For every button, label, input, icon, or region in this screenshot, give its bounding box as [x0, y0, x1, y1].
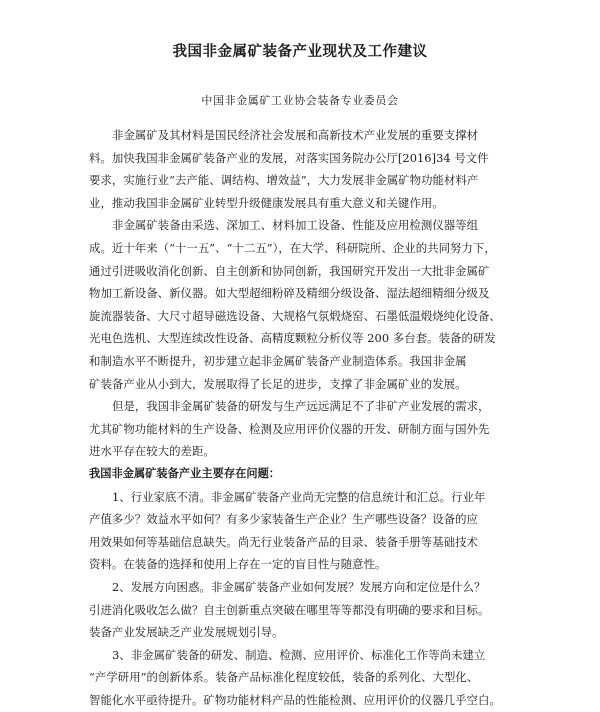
text-line: 智能化水平亟待提升。矿物功能材料产品的性能检测、应用评价的仪器几乎空白。 [89, 693, 501, 707]
text-line: 2、发展方向困惑。非金属矿装备产业如何发展？发展方向和定位是什么？ [112, 580, 486, 594]
section-heading: 我国非金属矿装备产业主要存在问题： [89, 467, 281, 480]
text-line: 和制造水平不断提升，初步建立起非金属矿装备产业制造体系。我国非金属 [89, 354, 467, 368]
text-line: 旋流器装备、大尺寸超导磁选设备、大规格气氛煅烧窑、石墨低温煅烧纯化设备、 [89, 308, 501, 323]
text-line: 进水平存在较大的差距。 [89, 444, 215, 459]
text-line: 要求，实施行业“去产能、调结构、增效益”，大力发展非金属矿物功能材料产 [89, 173, 479, 188]
text-line: 料。加快我国非金属矿装备产业的发展，对落实国务院办公厅[2016]34 号文件 [89, 150, 489, 165]
text-line: 装备产业发展缺乏产业发展规划引导。 [89, 625, 284, 640]
author-organization: 中国非金属矿工业协会装备专业委员会 [201, 94, 399, 107]
text-line: 物加工新设备、新仪器。如大型超细粉碎及精细分级设备、湿法超细精细分级及 [89, 286, 490, 301]
text-line: 矿装备产业从小到大，发展取得了长足的进步，支撑了非金属矿业的发展。 [89, 376, 467, 391]
text-line: 尤其矿物功能材料的生产设备、检测及应用评价仪器的开发、研制方面与国外先 [89, 421, 490, 436]
text-line: 资料。在装备的选择和使用上存在一定的盲目性与随意性。 [89, 557, 387, 572]
text-line: 业，推动我国非金属矿业转型升级健康发展具有重大意义和关键作用。 [89, 195, 444, 210]
text-line: 用效果如何等基础信息缺失。尚无行业装备产品的目录、装备手册等基础技术 [89, 534, 478, 549]
text-line: 光电色选机、大型连续改性设备、高精度颗粒分析仪等 200 多台套。装备的研发 [89, 331, 496, 346]
text-line: 产值多少？效益水平如何？有多少家装备生产企业？生产哪些设备？设备的应 [89, 512, 478, 527]
text-line: “产学研用”的创新体系。装备产品标准化程度较低，装备的系列化、大型化、 [89, 670, 479, 685]
text-line: 引进消化吸收怎么做？自主创新重点突破在哪里等等都没有明确的要求和目标。 [89, 602, 490, 617]
text-line: 成。近十年来（“十一五”、“十二五”），在大学、科研院所、企业的共同努力下， [89, 241, 496, 255]
text-line: 非金属矿装备由采选、深加工、材料加工设备、性能及应用检测仪器等组 [112, 218, 479, 233]
text-line: 1、行业家底不清。非金属矿装备产业尚无完整的信息统计和汇总。行业年 [112, 489, 486, 504]
text-line: 但是，我国非金属矿装备的研发与生产远远满足不了非矿产业发展的需求， [112, 399, 490, 414]
text-line: 非金属矿及其材料是国民经济社会发展和高新技术产业发展的重要支撑材 [112, 128, 479, 142]
page-title: 我国非金属矿装备产业现状及工作建议 [172, 44, 428, 60]
text-line: 通过引进吸收消化创新、自主创新和协同创新，我国研究开发出一大批非金属矿 [89, 263, 490, 278]
text-line: 3、非金属矿装备的研发、制造、检测、应用评价、标准化工作等尚未建立 [112, 647, 486, 662]
